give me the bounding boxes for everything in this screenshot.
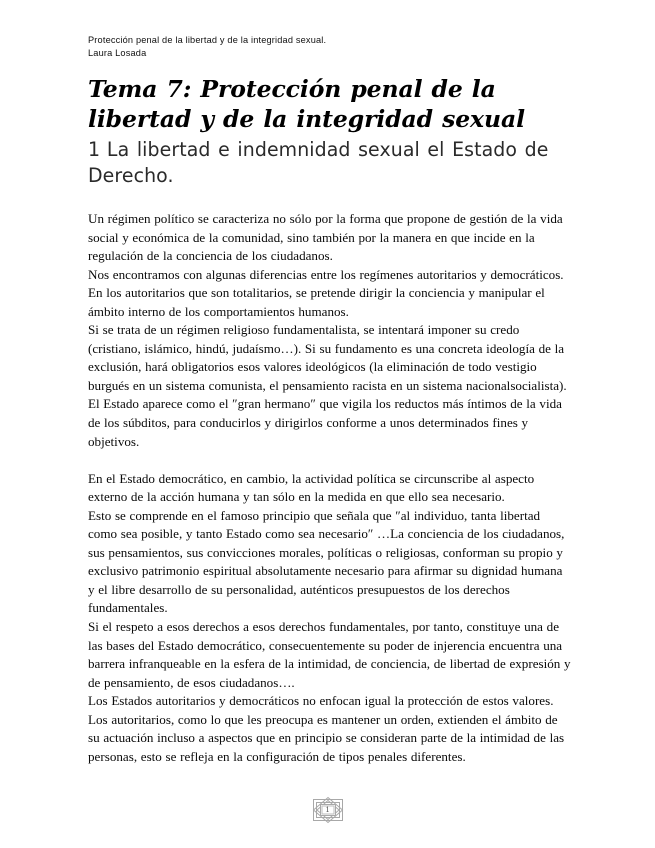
body-content [88,210,572,766]
paragraph: En los autoritarios que son totalitarios, se pretende dirigir la conciencia y manipular el ámbito interno de los comportamientos humanos. [88,285,545,319]
running-header [88,34,568,60]
section-title-text: La libertad e indemnidad sexual el Estado de Derecho. [88,138,549,187]
paragraph: Nos encontramos con algunas diferencias entre los regímenes autoritarios y democráticos. [88,266,564,282]
paragraph: En el Estado democrático, en cambio, la actividad política se circunscribe al aspecto externo de la acción humana y tan sólo en la medida en que ello sea necesario. [88,470,535,505]
paragraph-spacer [88,451,572,470]
page-title: Tema 7: Protección penal de la libertad y de la integridad sexual [88,75,525,133]
page-footer [0,796,655,824]
paragraph: Esto se comprende en el famoso principio que señala que ″al individuo, tanta libertad como sea posible, y tanto Estado como sea necesario″ …La conciencia de los ciudadanos, sus pensamientos, sus convicciones morales, políticas o religiosas, conforman su propio y exclusivo patrimonio espiritual absolutamente necesario para afirmar su dignidad humana y el libre desarrollo de su personalidad, auténticos presupuestos de los derechos fundamentales. [88,507,565,616]
header-author-line: Laura Losada [88,48,147,59]
paragraph: Un régimen político se caracteriza no sólo por la forma que propone de gestión de la vida social y económica de la comunidad, sino también por la manera en que incide en la regulación de la conciencia de los ciudadanos. [88,211,563,264]
paragraph: Si se trata de un régimen religioso fundamentalista, se intentará imponer su credo (cristiano, islámico, hindú, judaísmo…). Si su fundamento es una concreta ideología de la exclusión, hará obligatorios esos valores ideológicos (la eliminación de todo vestigio burgués en un sistema comunista, el pensamiento racista en un sistema nacionalsocialista). [88,322,567,393]
header-title-line: Protección penal de la libertad y de la integridad sexual. [88,35,327,45]
paragraph: El Estado aparece como el ″gran hermano″ que vigila los reductos más íntimos de la vida de los súbditos, para conducirlos y dirigirlos conforme a unos determinados fines y objetivos. [88,396,562,449]
paragraph: Los Estados autoritarios y democráticos no enfocan igual la protección de estos valores. Los autoritarios, como lo que les preocupa es mantener un orden, extienden el ámbito de su actuación incluso a aspectos que en principio se consideran parte de la intimidad de las personas, esto se refleja en la configuración de tipos penales diferentes. [88,693,565,764]
title-block [88,74,574,189]
page-number: 1 [325,805,330,814]
paragraph: Si el respeto a esos derechos a esos derechos fundamentales, por tanto, constituye una de las bases del Estado democrático, consecuentemente su poder de injerencia encuentra una barrera infranqueable en la esfera de la intimidad, de conciencia, de libertad de expresión y de pensamiento, de esos ciudadanos…. [88,618,571,690]
section-number: 1 [88,138,101,161]
page-number-ornament [311,796,345,824]
section-heading [88,137,559,189]
